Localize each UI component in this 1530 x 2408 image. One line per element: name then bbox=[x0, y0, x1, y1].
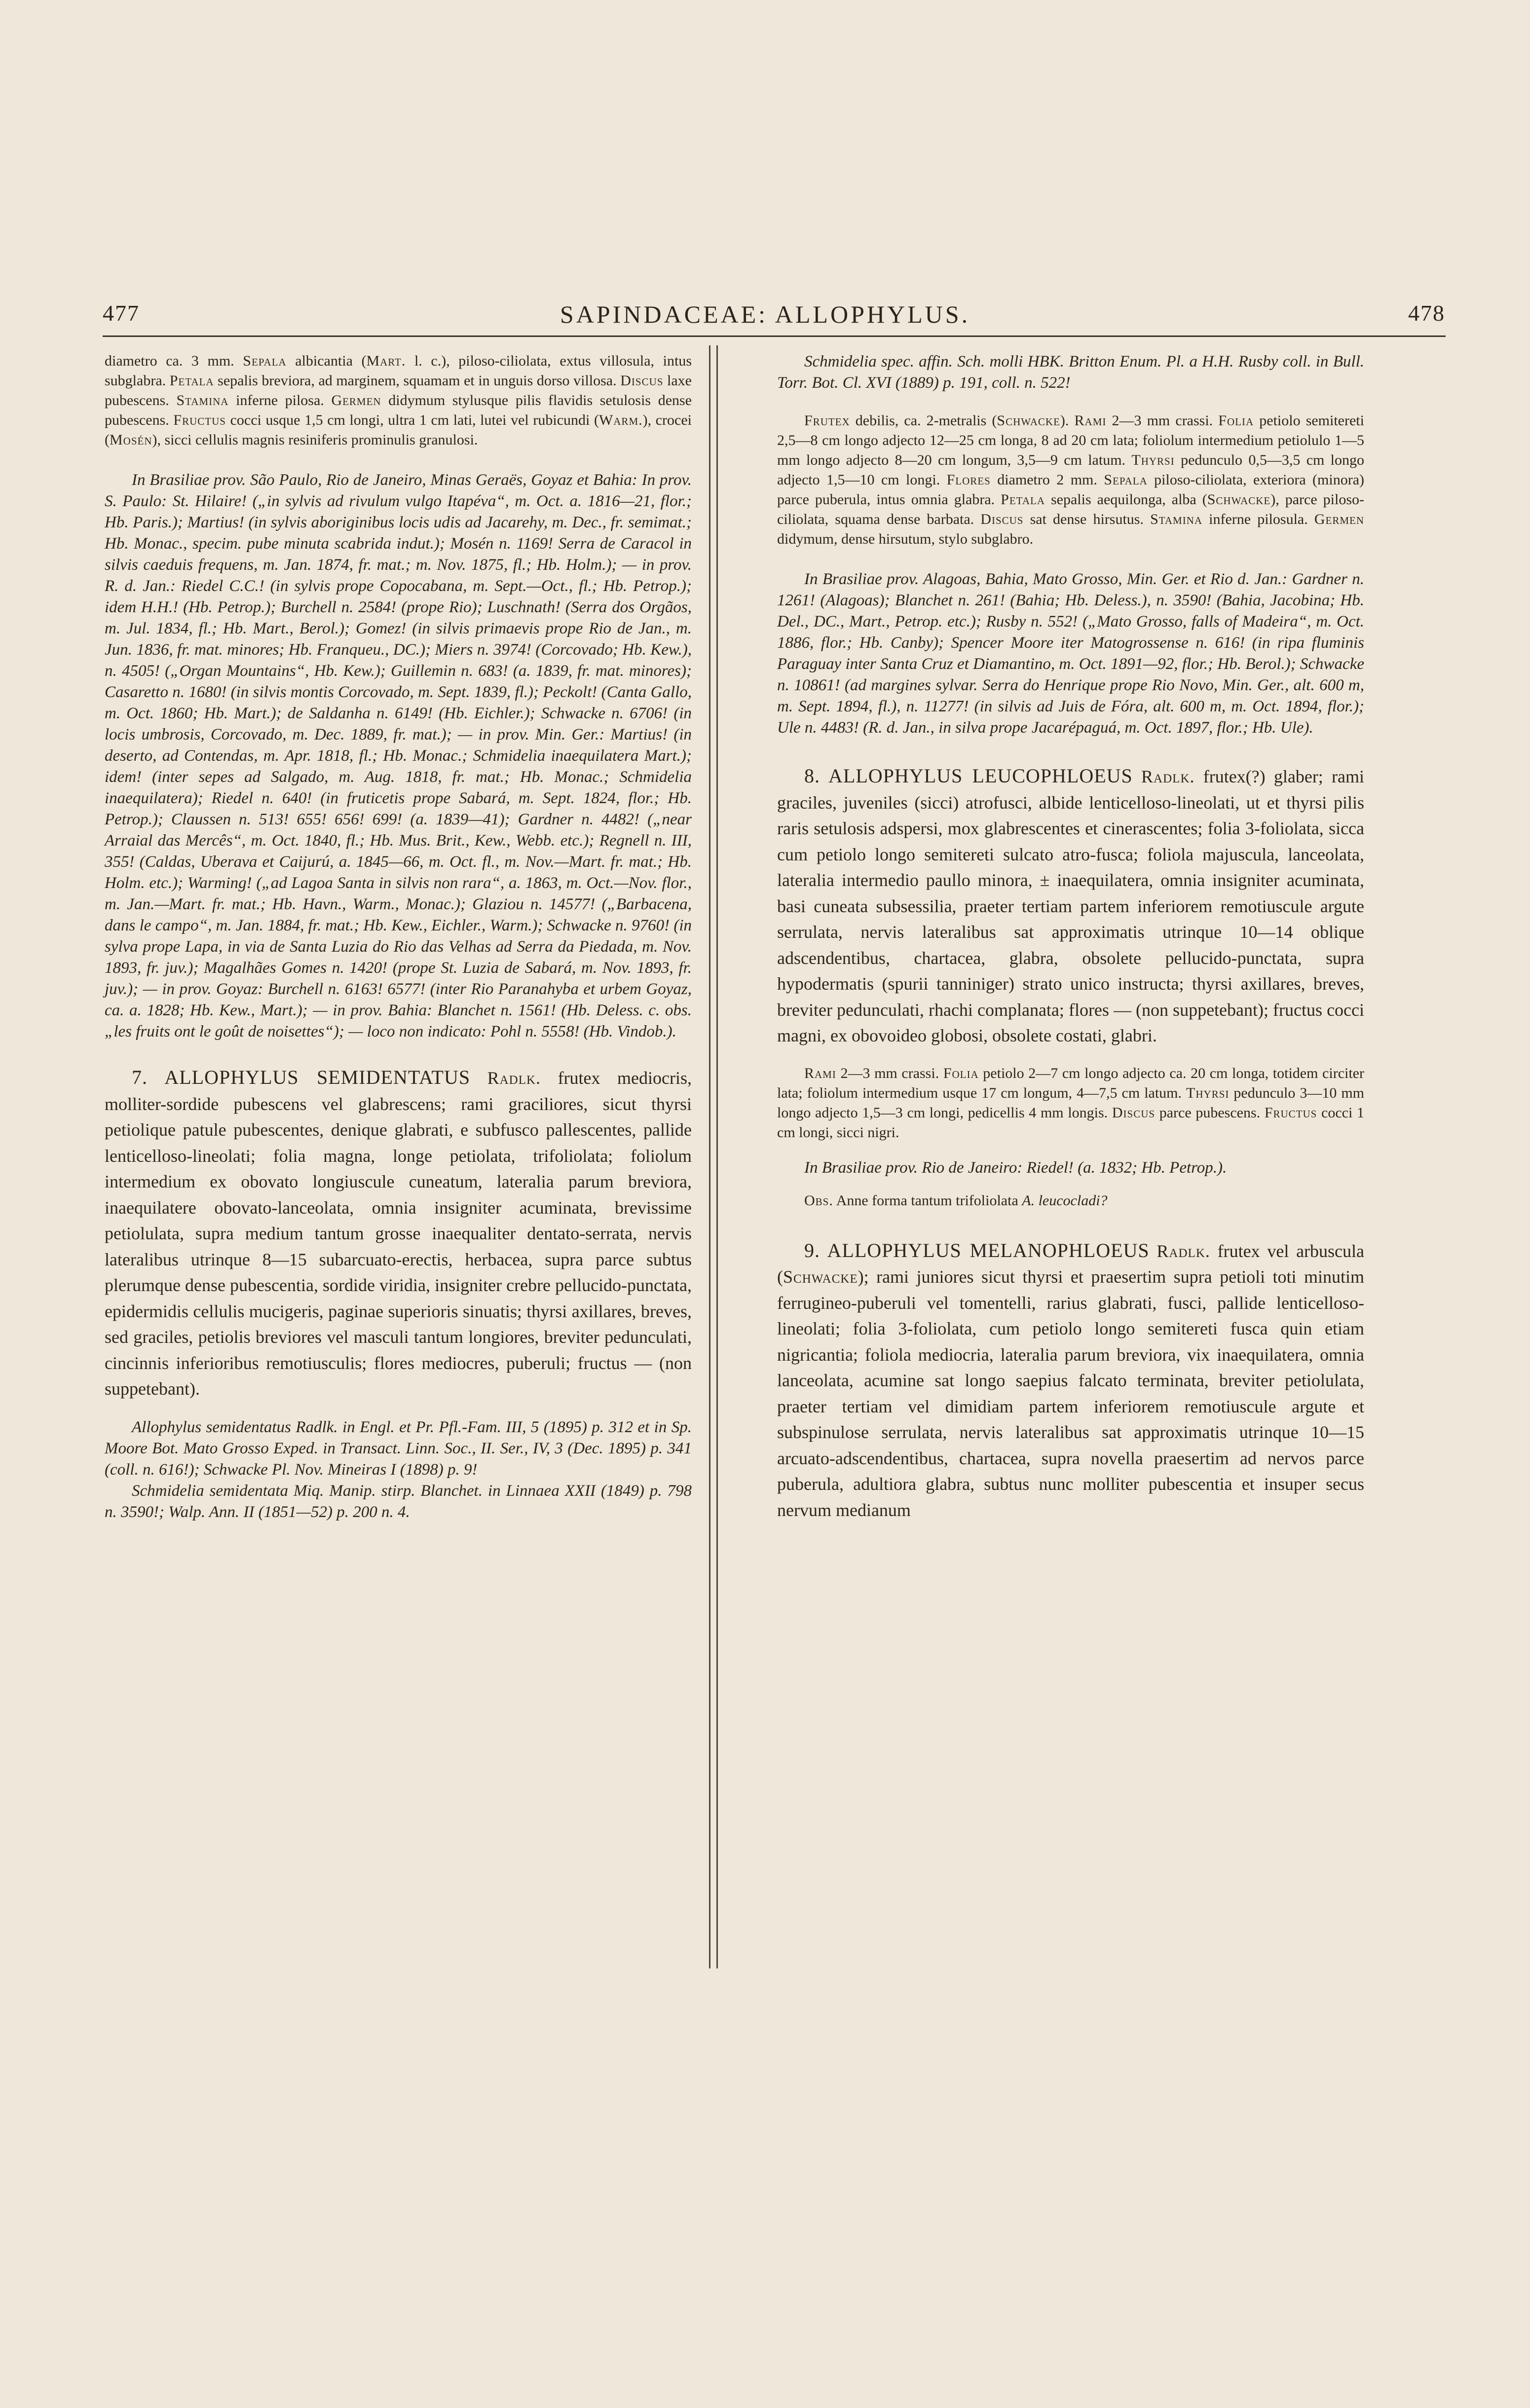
species-7-paragraph: 7. ALLOPHYLUS SEMIDENTATUS Radlk. frutex mediocris, molliter-sordide pubescens vel glabrescens; rami graciliores, sicut thyrsi petiolique patule pubescentes, denique glabrati, e subfusco pallescentes, pallide lenticelloso-lineolati; folia magna, longe petiolata, trifoliolata; foliolum intermedium ex obovato longiuscule cuneatum, lateralia parum breviora, inaequilatere obovato-lanceolata, omnia insigniter acuminata, brevissime petiolulata, supra medium tantum grosse inaequaliter dentato-serrata, nervis lateralibus utrinque 8—15 subarcuato-erectis, herbacea, supra parce subtus plerumque dense pubescentia, sordide viridia, insigniter crebre pellucido-punctata, epidermidis cellulis mucigeris, paginae superioris sinuatis; thyrsi axillares, breves, sed graciles, petiolis breviores vel masculi tantum longiores, breviter pedunculati, cincinnis inferioribus remotiusculis; flores mediocres, puberuli; fructus — (non suppetebant). bbox=[105, 1066, 692, 1399]
column-divider bbox=[709, 345, 718, 1968]
synonym-continuation: Schmidelia spec. affin. Sch. molli HBK. Britton Enum. Pl. a H.H. Rusby coll. in Bull. Torr. Bot. Cl. XVI (1889) p. 191, coll. n. 522! bbox=[777, 353, 1364, 392]
species-7-heading: 7. ALLOPHYLUS SEMIDENTATUS bbox=[132, 1066, 471, 1088]
measurements-paragraph: Rami 2—3 mm crassi. Folia petiolo 2—7 cm longo adjecto ca. 20 cm longa, totidem circiter lata; foliolum intermedium usque 17 cm longum, 4—7,5 cm latum. Thyrsi pedunculo 3—10 mm longo adjecto 1,5—3 cm longi, pedicellis 4 mm longis. Discus parce pubescens. Fructus cocci 1 cm longi, sicci nigri. bbox=[777, 1065, 1365, 1141]
header-rule bbox=[103, 335, 1446, 337]
synonym-paragraph: Schmidelia semidentata Miq. Manip. stirp. Blanchet. in Linnaea XXII (1849) p. 798 n. 3590!; Walp. Ann. II (1851—52) p. 200 n. 4. bbox=[105, 1482, 692, 1521]
species-8-heading: 8. ALLOPHYLUS LEUCOPHLOEUS bbox=[804, 765, 1133, 787]
page-number-left: 477 bbox=[103, 300, 140, 326]
species-9-heading: 9. ALLOPHYLUS MELANOPHLOEUS bbox=[804, 1239, 1150, 1261]
species-9-paragraph: 9. ALLOPHYLUS MELANOPHLOEUS Radlk. frutex vel arbuscula (Schwacke); rami juniores sicut thyrsi et praesertim supra petioli toti minutim ferrugineo-puberuli vel tomentelli, rarius glabrati, fusci, pallide lenticelloso-lineolati; folia 3-foliolata, cum petiolo longo semitereti fusca quin etiam nigricantia; foliola mediocria, lateralia parum breviora, vix inaequilatera, omnia lanceolata, acumine sat longo saepius falcato terminata, breviter petiolulata, praeter tertiam vel dimidiam partem inferiorem remotiuscule argute et subspinulose serrulata, nervis lateralibus sat approximatis utrinque 10—15 arcuato-adscendentibus, chartacea, supra novella praesertim ad nervos parce puberula, adultiora glabra, subtus nunc molliter pubescentia et insuper secus nervum medianum bbox=[777, 1239, 1365, 1520]
right-column bbox=[777, 351, 1364, 1523]
locality-paragraph: In Brasiliae prov. Alagoas, Bahia, Mato Grosso, Min. Ger. et Rio d. Jan.: Gardner n. 1261! (Alagoas); Blanchet n. 261! (Bahia; Hb. Deless.), n. 3590! (Bahia, Jacobina; Hb. Del., DC., Mart., Petrop. etc.); Rusby n. 552! („Mato Grosso, falls of Madeira“, m. Oct. 1886, flor.; Hb. Canby); Spencer Moore iter Matogrossense n. 616! (in ripa fluminis Paraguay inter Santa Cruz et Diamantino, m. Oct. 1891—92, flor.; Hb. Berol.); Schwacke n. 10861! (ad margines sylvar. Serra do Henrique prope Rio Novo, Min. Ger., alt. 600 m, m. Sept. 1894, fl.), n. 11277! (in silvis ad Juis de Fóra, alt. 600 m, m. Oct. 1894, flor.); Ule n. 4483! (R. d. Jan., in silva prope Jacarépaguá, m. Oct. 1897, flor.; Hb. Ule). bbox=[777, 570, 1364, 737]
locality-paragraph: In Brasiliae prov. Rio de Janeiro: Riedel! (a. 1832; Hb. Petrop.). bbox=[804, 1158, 1227, 1177]
left-column bbox=[105, 351, 692, 1523]
species-8-paragraph: 8. ALLOPHYLUS LEUCOPHLOEUS Radlk. frutex(?) glaber; rami graciles, juveniles (sicci) atrofusci, albide lenticelloso-lineolati, ut et thyrsi pilis raris setulosis adspersi, mox glabrescentes et cinerascentes; folia 3-foliolata, sicca cum petiolo longo semitereti sulcato atro-fusca; foliola majuscula, lanceolata, lateralia intermedio paullo minora, ± inaequilatera, omnia insigniter acuminata, basi cuneata subsessilia, praeter tertiam partem inferiorem remotiuscule argute serrulata, nervis lateralibus sat approximatis utrinque 10—14 oblique adscendentibus, chartacea, glabra, obsolete pellucido-punctata, supra hypodermatis (spurii tanniniger) strato unico instructa; thyrsi axillares, breves, breviter pedunculati, rhachi complanata; flores — (non suppetebant); fructus cocci magni, ex obovoideo globosi, obsolete costati, glabri. bbox=[777, 765, 1365, 1045]
locality-paragraph: In Brasiliae prov. São Paulo, Rio de Janeiro, Minas Geraës, Goyaz et Bahia: In prov. S. Paulo: St. Hilaire! („in sylvis ad rivulum vulgo Itapéva“, m. Oct. a. 1816—21, flor.; Hb. Paris.); Martius! (in sylvis aboriginibus locis udis ad Jacarehy, m. Dec., fr. semimat.; Hb. Monac., specim. pube minuta scabrida indut.); Mosén n. 1169! Serra de Caracol in silvis caeduis frequens, m. Jan. 1874, fr. mat.; m. Nov. 1875, fl.; Hb. Holm.); — in prov. R. d. Jan.: Riedel C.C.! (in sylvis prope Copocabana, m. Sept.—Oct., fl.; Hb. Petrop.); idem H.H.! (Hb. Petrop.); Burchell n. 2584! (prope Rio); Luschnath! (Serra dos Orgãos, m. Jul. 1834, fl.; Hb. Mart., Berol.); Gomez! (in silvis primaevis prope Rio de Jan., m. Jun. 1836, fr. mat. minores; Hb. Franqueu., DC.); Miers n. 3974! (Corcovado; Hb. Kew.), n. 4505! („Organ Mountains“, Hb. Kew.); Guillemin n. 683! (a. 1839, fr. mat. minores); Casaretto n. 1680! (in silvis montis Corcovado, m. Sept. 1839, fl.); Peckolt! (Canta Gallo, m. Oct. 1860; Hb. Mart.); de Saldanha n. 6149! (Hb. Eichler.); Schwacke n. 6706! (in locis umbrosis, Corcovado, m. Dec. 1889, fr. mat.); — in prov. Min. Ger.: Martius! (in deserto, ad Contendas, m. Apr. 1818, fl.; Hb. Monac.; Schmidelia inaequilatera Mart.); idem! (inter sepes ad Salgado, m. Aug. 1818, fr. mat.; Hb. Monac.; Schmidelia inaequilatera); Riedel n. 640! (in fruticetis prope Sabará, m. Sept. 1824, flor.; Hb. Petrop.); Claussen n. 513! 655! 656! 699! (a. 1839—41); Gardner n. 4482! („near Arraial das Mercês“, m. Oct. 1840, fl.; Hb. Mus. Brit., Kew., Webb. etc.); Regnell n. III, 355! (Caldas, Uberava et Caijurú, a. 1845—66, m. Oct. fl., m. Nov.—Mart. fr. mat.; Hb. Holm. etc.); Warming! („ad Lagoa Santa in silvis non rara“, a. 1863, m. Oct.—Nov. flor., m. Jan.—Mart. fr. mat.; Hb. Havn., Warm., Monac.); Glaziou n. 14577! („Barbacena, dans le campo“, m. Jan. 1884, fr. mat.; Hb. Kew., Eichler., Warm.); Schwacke n. 9760! (in sylva prope Lapa, in via de Santa Luzia do Rio das Velhas ad Serra da Piedada, m. Nov. 1893, fr. juv.); Magalhães Gomes n. 1420! (prope St. Luzia de Sabará, m. Nov. 1893, fr. juv.); — in prov. Goyaz: Burchell n. 6163! 6577! (inter Rio Paranahyba et urbem Goyaz, ca. a. 1828; Hb. Kew., Mart.); — in prov. Bahia: Blanchet n. 1561! (Hb. Deless. c. obs. „les fruits ont le goût de noisettes“); — loco non indicato: Pohl n. 5558! (Hb. Vindob.). bbox=[105, 471, 692, 1040]
running-title: SAPINDACEAE: ALLOPHYLUS. bbox=[560, 300, 970, 328]
description-paragraph: diametro ca. 3 mm. Sepala albicantia (Mart. l. c.), piloso-ciliolata, extus villosula, intus subglabra. Petala sepalis breviora, ad marginem, squamam et in unguis dorso villosa. Discus laxe pubescens. Stamina inferne pilosa. Germen didymum stylusque pilis flavidis setulosis dense pubescens. Fructus cocci usque 1,5 cm longi, ultra 1 cm lati, lutei vel rubicundi (Warm.), crocei (Mosén), sicci cellulis magnis resiniferis prominulis granulosi. bbox=[105, 353, 692, 448]
observation-paragraph: Obs. Anne forma tantum trifoliolata A. leucocladi? bbox=[804, 1192, 1108, 1209]
description-paragraph: Frutex debilis, ca. 2-metralis (Schwacke). Rami 2—3 mm crassi. Folia petiolo semitereti 2,5—8 cm longo adjecto 12—25 cm longa, 8 ad 20 cm lata; foliolum intermedium petiolulo 1—5 mm longo adjecto 8—20 cm longum, 3,5—9 cm latum. Thyrsi pedunculo 0,5—3,5 cm longo adjecto 1,5—10 cm longi. Flores diametro 2 mm. Sepala piloso-ciliolata, exteriora (minora) parce puberula, intus omnia glabra. Petala sepalis aequilonga, alba (Schwacke), parce piloso-ciliolata, squama dense barbata. Discus sat dense hirsutus. Stamina inferne pilosula. Germen didymum, dense hirsutum, stylo subglabro. bbox=[777, 412, 1365, 547]
page-number-right: 478 bbox=[1408, 300, 1445, 326]
synonym-paragraph: Allophylus semidentatus Radlk. in Engl. et Pr. Pfl.-Fam. III, 5 (1895) p. 312 et in Sp. Moore Bot. Mato Grosso Exped. in Transact. Linn. Soc., II. Ser., IV, 3 (Dec. 1895) p. 341 (coll. n. 616!); Schwacke Pl. Nov. Mineiras I (1898) p. 9! bbox=[105, 1418, 692, 1479]
